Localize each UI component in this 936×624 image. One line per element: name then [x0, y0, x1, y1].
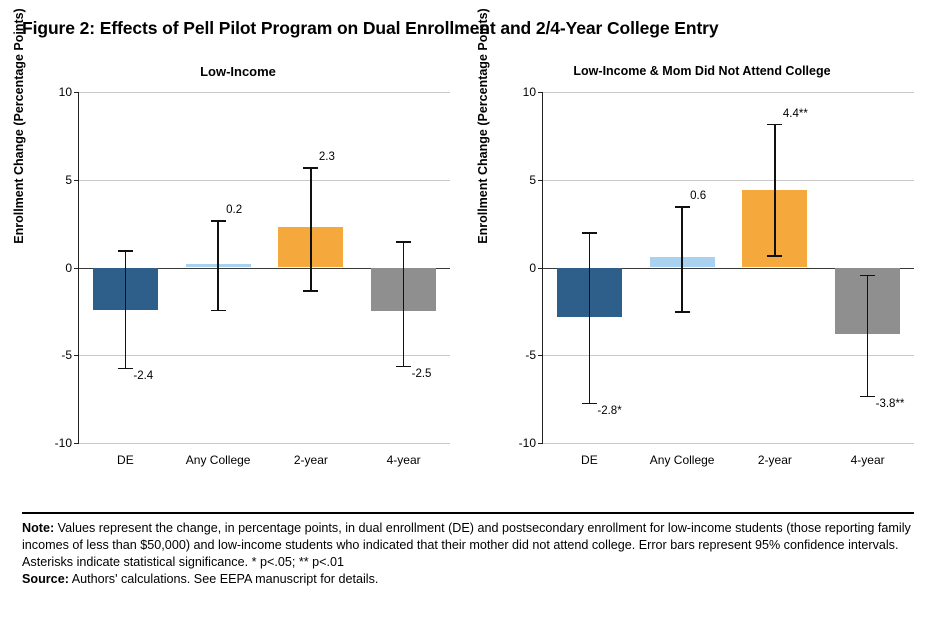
- figure-notes: [22, 520, 916, 588]
- x-tick-label: DE: [581, 453, 598, 467]
- gridline: [79, 180, 450, 181]
- gridline: [79, 355, 450, 356]
- plot-area-right: [518, 85, 914, 467]
- y-tick-mark: [538, 92, 543, 93]
- plot-area-left: [54, 85, 450, 467]
- y-tick-label: 0: [529, 260, 536, 275]
- y-tick-mark: [74, 268, 79, 269]
- x-tick-label: 2-year: [757, 453, 792, 467]
- y-tick-label: 10: [522, 85, 536, 99]
- gridline: [543, 355, 914, 356]
- data-label: -3.8**: [875, 397, 905, 410]
- source-label: Source:: [22, 571, 69, 586]
- error-cap-upper: [396, 241, 411, 243]
- error-bar: [589, 232, 591, 402]
- error-bar: [867, 275, 869, 396]
- gridline: [543, 443, 914, 444]
- y-tick-mark: [74, 92, 79, 93]
- y-tick-label: 5: [65, 172, 72, 187]
- y-tick-mark: [74, 355, 79, 356]
- x-tick-label: DE: [117, 453, 134, 467]
- error-cap-upper: [118, 250, 133, 252]
- x-tick-label: Any College: [649, 453, 715, 467]
- data-label: 2.3: [318, 151, 335, 164]
- note-line: [22, 520, 916, 571]
- error-cap-upper: [211, 220, 226, 222]
- error-cap-upper: [303, 167, 318, 169]
- y-tick-mark: [74, 443, 79, 444]
- panel-title-left: Low-Income: [200, 64, 276, 79]
- gridline: [543, 92, 914, 93]
- error-bar: [403, 241, 405, 366]
- y-tick-mark: [74, 180, 79, 181]
- y-tick-mark: [538, 355, 543, 356]
- data-label: -2.8*: [597, 404, 622, 417]
- y-axis-label-left: Enrollment Change (Percentage Points): [12, 8, 26, 244]
- y-tick-label: 5: [529, 172, 536, 187]
- gridline: [79, 443, 450, 444]
- x-tick-label: Any College: [185, 453, 251, 467]
- y-tick-mark: [538, 443, 543, 444]
- note-label: Note:: [22, 521, 55, 535]
- x-tick-label: 4-year: [850, 453, 885, 467]
- error-cap-lower: [211, 310, 226, 312]
- error-cap-lower: [582, 403, 597, 405]
- error-bar: [125, 250, 127, 368]
- error-cap-lower: [860, 396, 875, 398]
- data-label: 4.4**: [782, 107, 808, 120]
- error-cap-lower: [303, 290, 318, 292]
- error-bar: [774, 124, 776, 256]
- y-tick-mark: [538, 268, 543, 269]
- y-tick-mark: [538, 180, 543, 181]
- error-cap-lower: [675, 311, 690, 313]
- note-text: Values represent the change, in percentage points, in dual enrollment (DE) and postsecondary enrollment for low-income students (those reporting family incomes of less than $50,000) and low-income students who indicated that their mother did not attend college. Error bars represent 95% confidence intervals. Asterisks indicate statistical significance. * p<.05; ** p<.01: [22, 521, 911, 569]
- panel-title-right: Low-Income & Mom Did Not Attend College: [573, 64, 831, 78]
- error-cap-lower: [118, 368, 133, 370]
- data-label: 0.2: [226, 204, 243, 217]
- data-label: -2.5: [411, 367, 432, 380]
- source-text: Authors' calculations. See EEPA manuscript for details.: [68, 571, 379, 586]
- x-tick-label: 2-year: [293, 453, 328, 467]
- error-bar: [681, 206, 683, 311]
- error-cap-lower: [396, 366, 411, 368]
- gridline: [543, 180, 914, 181]
- gridline: [79, 92, 450, 93]
- x-tick-label: 4-year: [386, 453, 421, 467]
- y-tick-label: -10: [518, 436, 536, 450]
- y-tick-label: -10: [54, 436, 72, 450]
- source-line: [22, 571, 916, 588]
- error-bar: [310, 167, 312, 290]
- error-cap-upper: [675, 206, 690, 208]
- y-tick-label: -5: [61, 348, 72, 363]
- figure-title: Figure 2: Effects of Pell Pilot Program on Dual Enrollment and 2/4-Year College Entry: [22, 18, 719, 38]
- error-bar: [217, 220, 219, 310]
- error-cap-upper: [767, 124, 782, 126]
- y-tick-label: 10: [58, 85, 72, 99]
- error-cap-upper: [582, 232, 597, 234]
- error-cap-lower: [767, 255, 782, 257]
- error-cap-upper: [860, 275, 875, 277]
- y-axis-label-right: Enrollment Change (Percentage Points): [476, 8, 490, 244]
- notes-divider: [22, 512, 914, 514]
- chart-panel-low-income-mom: [472, 8, 932, 506]
- data-label: 0.6: [690, 190, 707, 203]
- y-tick-label: 0: [65, 260, 72, 275]
- y-tick-label: -5: [525, 348, 536, 363]
- data-label: -2.4: [133, 369, 154, 382]
